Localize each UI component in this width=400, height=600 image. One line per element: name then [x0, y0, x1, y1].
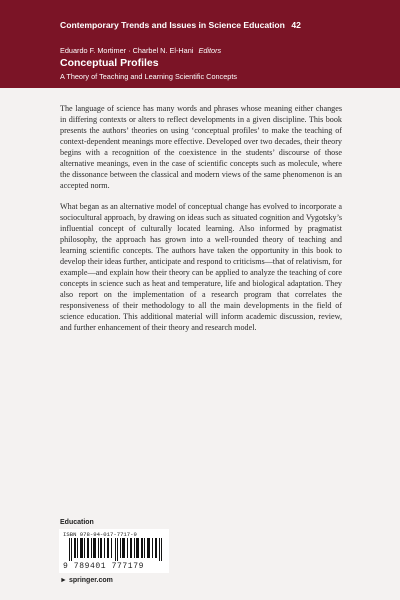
blurb-paragraph: The language of science has many words and phrases whose meaning either changes in differing contexts or alters to reflect developments in a given discipline. This book presents the authors’ theories on using ‘conceptual profiles’ to make the teaching of context-dependent meanings more effective. Developed over two decades, their theory begins with a recognition of the coexistence in the students’ discourse of those alternative meanings, even in the case of scientific concepts such as molecule, where the dissonance between the classical and modern views of the same phenomenon is an accepted norm.: [60, 104, 342, 190]
arrow-right-icon: ►: [60, 577, 67, 584]
editors-label: Editors: [198, 46, 222, 55]
isbn-label: ISBN 978-94-017-7717-9: [63, 531, 137, 538]
book-subtitle: A Theory of Teaching and Learning Scientific Concepts: [60, 72, 237, 81]
book-title: Conceptual Profiles: [60, 57, 159, 69]
editors-line: [60, 46, 221, 55]
blurb-paragraph: What began as an alternative model of conceptual change has evolved to incorporate a sociocultural approach, by drawing on ideas such as situated cognition and Vygotsky’s influential concept of culturally located learning. Also informed by pragmatist philosophy, the approach has grown into a well-rounded theory of teaching and learning scientific concepts. The authors have taken the opportunity in this book to develop their ideas further, anticipate and respond to criticisms—that of relativism, for example—and explain how their theory can be applied to analyze the teaching of core concepts in science such as heat and temperature, life and biological adaptation. They also report on the implementation of a research program that correlates the responsiveness of their methodology to all the main developments in the field of science education. This additional material will inform academic discussion, review, and further enhancement of their theory and research model.: [60, 202, 342, 332]
cover-header-band: [0, 0, 400, 88]
barcode-icon: [69, 538, 165, 561]
barcode-number: 9 789401 777179: [63, 562, 145, 571]
barcode-panel: [59, 529, 169, 573]
publisher-website[interactable]: [60, 577, 113, 584]
author-names: Eduardo F. Mortimer · Charbel N. El-Hani: [60, 46, 194, 55]
series-number: 42: [291, 20, 301, 30]
blurb: [60, 103, 342, 343]
series-line: [60, 20, 301, 30]
subject-category: Education: [60, 519, 94, 526]
website-text: springer.com: [68, 577, 113, 584]
series-name: Contemporary Trends and Issues in Science Education: [60, 20, 285, 30]
